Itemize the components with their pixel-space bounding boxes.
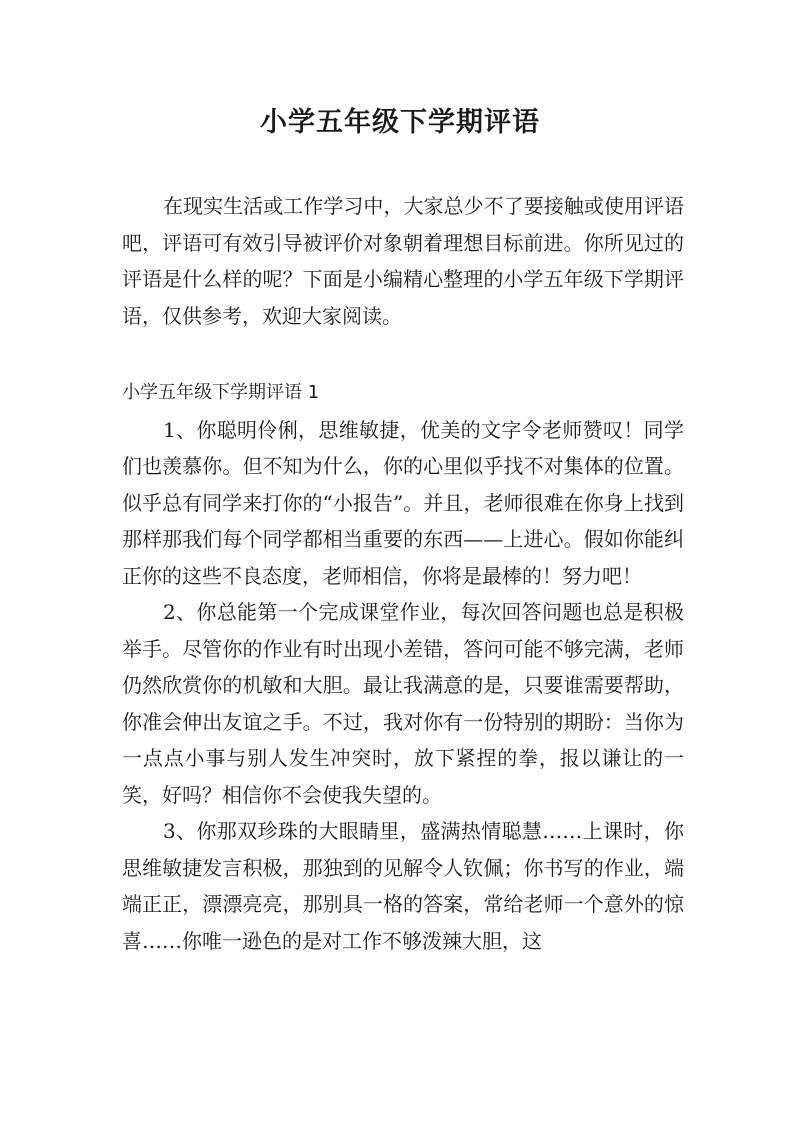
intro-paragraph: 在现实生活或工作学习中，大家总少不了要接触或使用评语吧，评语可有效引导被评价对象朝着理想目标前进。你所见过的评语是什么样的呢？下面是小编精心整理的小学五年级下学期评语，仅供参考，欢迎大家阅读。 [122, 194, 684, 328]
section-heading: 小学五年级下学期评语 1 [122, 382, 320, 403]
intro-section [122, 188, 684, 334]
comment-paragraph-3: 3、你那双珍珠的大眼睛里，盛满热情聪慧……上课时，你思维敏捷发言积极，那独到的见解令人钦佩；你书写的作业，端端正正，漂漂亮亮，那别具一格的答案，常给老师一个意外的惊喜……你唯一逊色的是对工作不够泼辣大胆，这 [122, 819, 684, 953]
comment-paragraph-2: 2、你总能第一个完成课堂作业，每次回答问题也总是积极举手。尽管你的作业有时出现小差错，答问可能不够完满，老师仍然欣赏你的机敏和大胆。最让我满意的是，只要谁需要帮助，你准会伸出友谊之手。不过，我对你有一份特别的期盼：当你为一点点小事与别人发生冲突时，放下紧捏的拳，报以谦让的一笑，好吗？相信你不会使我失望的。 [122, 600, 684, 807]
comment-section-1 [122, 375, 684, 959]
comment-paragraph-1: 1、你聪明伶俐，思维敏捷，优美的文字令老师赞叹！同学们也羡慕你。但不知为什么，你的心里似乎找不对集体的位置。似乎总有同学来打你的“小报告”。并且，老师很难在你身上找到那样那我们每个同学都相当重要的东西——上进心。假如你能纠正你的这些不良态度，老师相信，你将是最棒的！努力吧！ [122, 417, 684, 588]
page-title: 小学五年级下学期评语 [260, 107, 540, 138]
